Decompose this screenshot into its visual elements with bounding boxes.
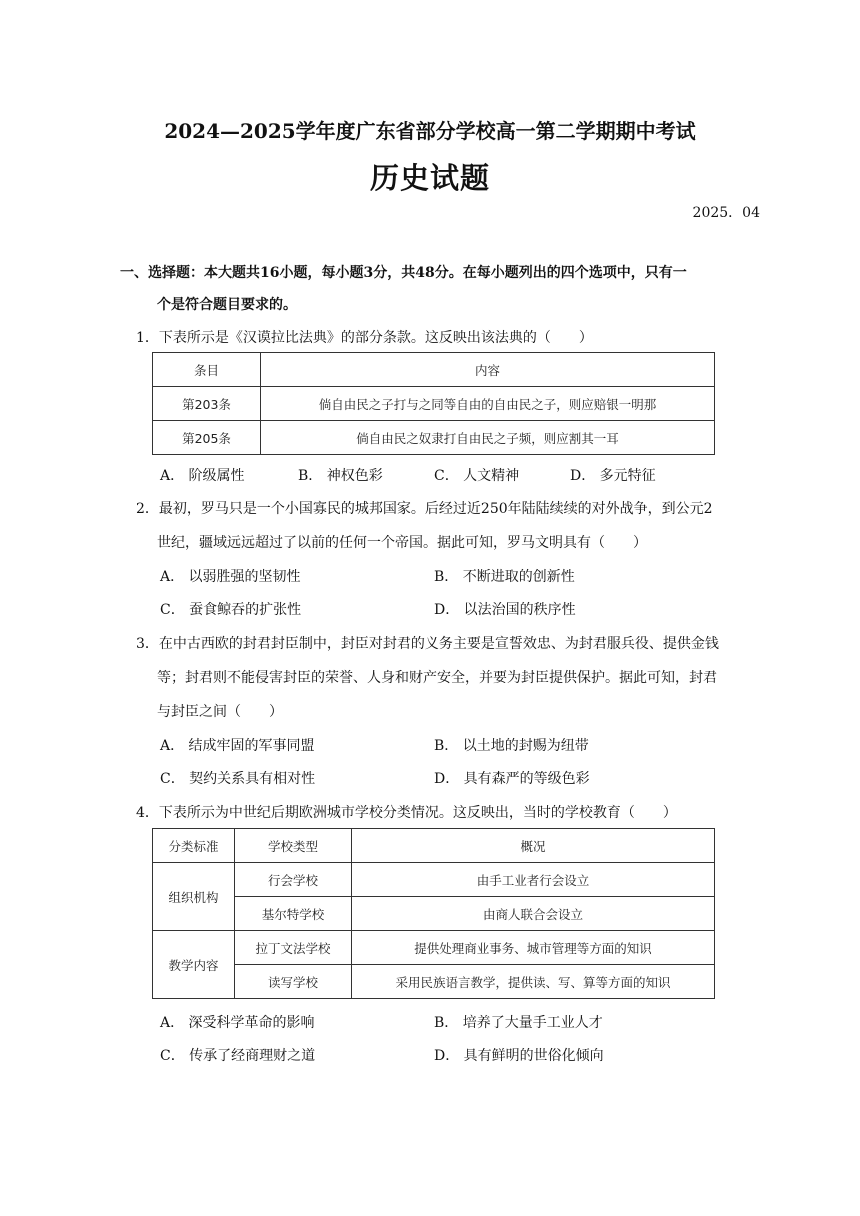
table-header-cell: 学校类型 <box>235 829 352 863</box>
table-group-cell: 教学内容 <box>153 931 235 999</box>
table-row <box>153 897 715 931</box>
table-row <box>153 965 715 999</box>
table-row <box>153 863 715 897</box>
q1-stem: 1．下表所示是《汉谟拉比法典》的部分条款。这反映出该法典的（ ） <box>136 330 593 346</box>
table-cell: 拉丁文法学校 <box>235 931 352 965</box>
table-cell: 基尔特学校 <box>235 897 352 931</box>
q2-stem-line2: 世纪，疆域远远超过了以前的任何一个帝国。据此可知，罗马文明具有（ ） <box>157 535 647 551</box>
table-cell: 第203条 <box>153 387 261 421</box>
q2-stem-line1: 2．最初，罗马只是一个小国寡民的城邦国家。后经过近250年陆陆续续的对外战争，到公元2 <box>136 501 713 517</box>
subject-title: 历史试题 <box>369 161 490 195</box>
exam-date: 2025．04 <box>692 205 760 221</box>
q3-option-a[interactable]: A． 结成牢固的军事同盟 <box>160 738 315 754</box>
table-row <box>153 829 715 863</box>
q4-option-d[interactable]: D． 具有鲜明的世俗化倾向 <box>434 1048 604 1064</box>
q3-stem-line2: 等；封君则不能侵害封臣的荣誉、人身和财产安全，并要为封臣提供保护。据此可知，封君 <box>157 670 717 686</box>
table-header-cell: 内容 <box>261 353 715 387</box>
q3-option-d[interactable]: D． 具有森严的等级色彩 <box>434 771 590 787</box>
exam-title: 2024—2025学年度广东省部分学校高一第二学期期中考试 <box>164 119 696 143</box>
q4-stem: 4．下表所示为中世纪后期欧洲城市学校分类情况。这反映出，当时的学校教育（ ） <box>136 805 677 821</box>
q3-stem-line1: 3．在中古西欧的封君封臣制中，封臣对封君的义务主要是宣誓效忠、为封君服兵役、提供金钱 <box>136 636 719 652</box>
q1-option-c[interactable]: C． 人文精神 <box>434 468 520 484</box>
q2-option-c[interactable]: C． 蚕食鲸吞的扩张性 <box>160 602 302 618</box>
q3-option-b[interactable]: B． 以土地的封赐为纽带 <box>434 738 589 754</box>
q2-option-b[interactable]: B． 不断进取的创新性 <box>434 569 575 585</box>
table-cell: 由商人联合会设立 <box>352 897 715 931</box>
table-group-cell: 组织机构 <box>153 863 235 931</box>
q4-option-c[interactable]: C． 传承了经商理财之道 <box>160 1048 316 1064</box>
q1-option-b[interactable]: B． 神权色彩 <box>298 468 383 484</box>
table-cell: 第205条 <box>153 421 261 455</box>
table-cell: 由手工业者行会设立 <box>352 863 715 897</box>
table-row <box>153 353 715 387</box>
table-cell: 采用民族语言教学，提供读、写、算等方面的知识 <box>352 965 715 999</box>
q2-option-a[interactable]: A． 以弱胜强的坚韧性 <box>160 569 301 585</box>
q4-table <box>152 828 715 999</box>
table-header-cell: 概况 <box>352 829 715 863</box>
q4-option-b[interactable]: B． 培养了大量手工业人才 <box>434 1015 603 1031</box>
table-cell: 行会学校 <box>235 863 352 897</box>
q1-option-d[interactable]: D． 多元特征 <box>570 468 656 484</box>
table-row <box>153 387 715 421</box>
table-cell: 倘自由民之奴隶打自由民之子频，则应割其一耳 <box>261 421 715 455</box>
table-row <box>153 421 715 455</box>
q3-option-c[interactable]: C． 契约关系具有相对性 <box>160 771 316 787</box>
q1-table <box>152 352 715 455</box>
table-row <box>153 931 715 965</box>
q1-option-a[interactable]: A． 阶级属性 <box>160 468 245 484</box>
q4-option-a[interactable]: A． 深受科学革命的影响 <box>160 1015 315 1031</box>
table-cell: 读写学校 <box>235 965 352 999</box>
table-header-cell: 条目 <box>153 353 261 387</box>
table-header-cell: 分类标准 <box>153 829 235 863</box>
table-cell: 提供处理商业事务、城市管理等方面的知识 <box>352 931 715 965</box>
q3-stem-line3: 与封臣之间（ ） <box>157 704 283 720</box>
table-cell: 倘自由民之子打与之同等自由的自由民之子，则应赔银一明那 <box>261 387 715 421</box>
section-instruction-line1: 一、选择题：本大题共16小题，每小题3分，共48分。在每小题列出的四个选项中，只有一 <box>120 265 687 281</box>
section-instruction-line2: 个是符合题目要求的。 <box>157 297 297 313</box>
q2-option-d[interactable]: D． 以法治国的秩序性 <box>434 602 576 618</box>
